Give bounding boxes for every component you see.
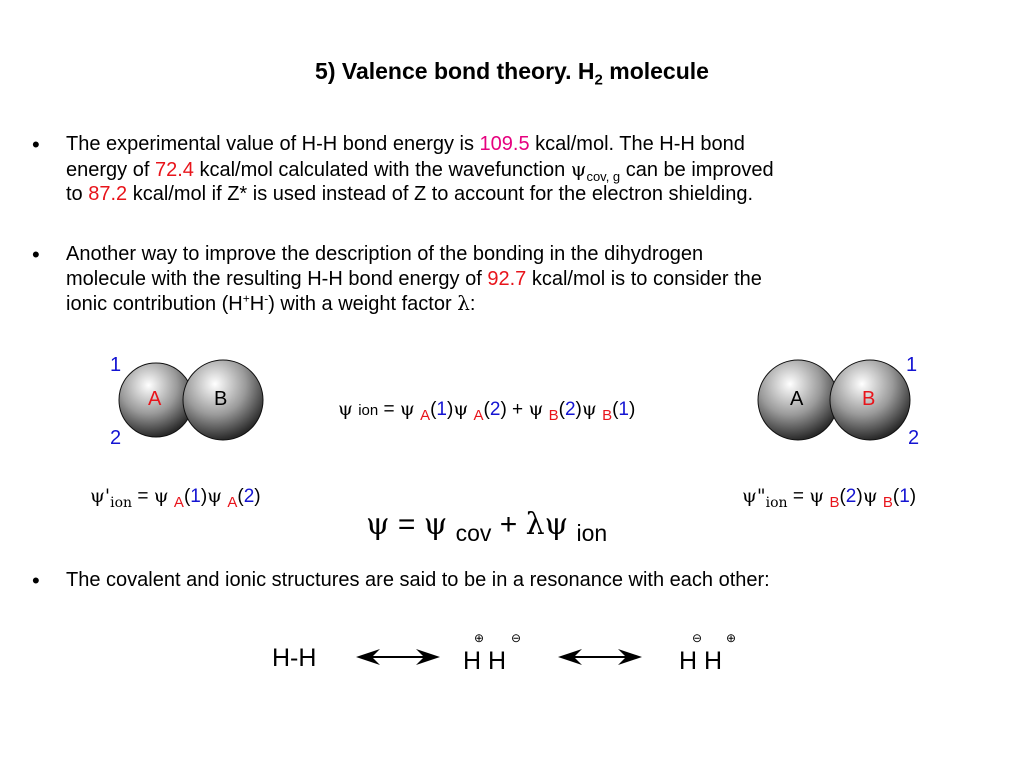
plus-charge-icon: ⊕ [474, 631, 485, 645]
bullet-1-text: The experimental value of H-H bond energy is 109.5 kcal/mol. The H-H bond energy of 72.4 kcal/mol calculated with the wavefunction $\psi_{cov, g}$ can be improved to 87.2 kcal/mol if Z* is used instead of Z to account for the electron shielding. [66, 133, 774, 205]
electron-label-2: 2 [110, 427, 122, 449]
ionic-structure-2: H H [679, 647, 723, 675]
plus-charge-icon: ⊕ [726, 631, 737, 645]
atom-a-label: A [148, 388, 162, 410]
electron-label-1: 1 [906, 354, 918, 376]
left-molecule [110, 352, 280, 462]
right-molecule [752, 352, 932, 462]
atom-a-label: A [790, 388, 804, 410]
bullet-3-marker: • [32, 568, 40, 593]
bullet-3-text: The covalent and ionic structures are said to be in a resonance with each other: [66, 569, 770, 591]
covalent-structure: H-H [272, 644, 317, 672]
ionic-structure-1: H H [463, 647, 507, 675]
bullet-1-marker: • [32, 132, 40, 157]
resonance-arrow-1 [352, 645, 444, 669]
psi-double-prime-equation: $\psi"_{ion} = \psi$ $_B$(2)ψ $_B$(1) [742, 485, 917, 511]
right-molecule-spheres [752, 352, 922, 462]
minus-charge-icon: ⊖ [692, 631, 703, 645]
psi-ion-equation: ψ ion = ψ $_A$(1)ψ $_A$(2) + ψ $_B$(2)ψ $_B$(1) [338, 398, 636, 424]
minus-charge-icon: ⊖ [511, 631, 522, 645]
atom-b-label: B [214, 388, 228, 410]
left-molecule-spheres [110, 352, 280, 462]
atom-b-label: B [862, 388, 876, 410]
electron-label-2: 2 [908, 427, 920, 449]
electron-label-1: 1 [110, 354, 122, 376]
bullet-2-marker: • [32, 242, 40, 267]
resonance-arrow-2 [554, 645, 646, 669]
total-wavefunction-equation: ψ = ψ $_{cov}$ + λψ $_{ion}$ [366, 507, 608, 546]
page-title: 5) Valence bond theory. $H_2$ molecule [315, 58, 709, 89]
bullet-2-text: Another way to improve the description of the bonding in the dihydrogen molecule with the resulting H-H bond energy of 92.7 kcal/mol is to consider the ionic contribution (H+H-) with a weight factor λ: [66, 243, 762, 315]
psi-prime-equation: $\psi'_{ion} = \psi$ $_A$(1)ψ $_A$(2) [90, 485, 261, 511]
